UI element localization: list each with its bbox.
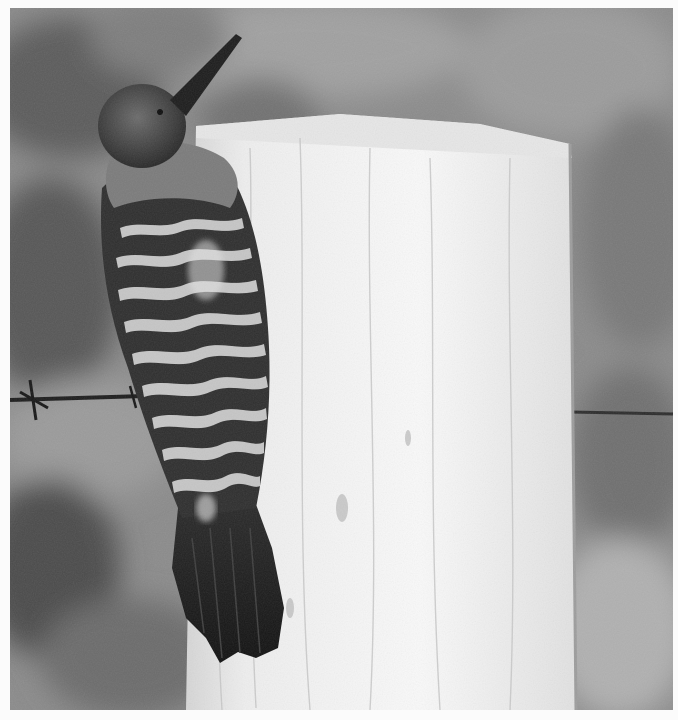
bird-photo [10,8,673,710]
